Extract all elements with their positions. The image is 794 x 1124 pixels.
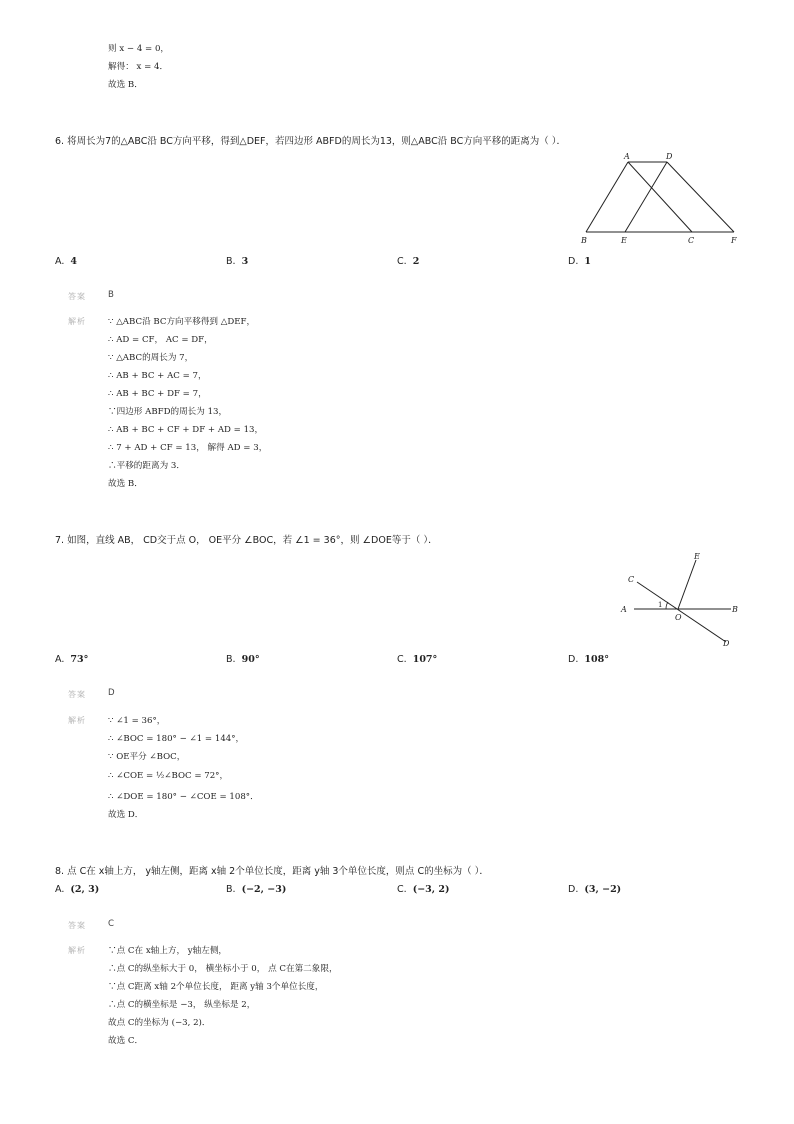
q7-answer-value: D: [108, 688, 115, 698]
option-value: 2: [412, 256, 420, 267]
q6-analysis-line: ∴ AB + BC + AC = 7，: [108, 371, 207, 381]
q6-analysis-line: 故选 B．: [108, 479, 143, 489]
q7-analysis-line: ∵ OE平分 ∠BOC，: [108, 752, 186, 762]
q7-option-b[interactable]: [226, 654, 260, 665]
q7-label-e: E: [694, 552, 700, 561]
q7-label-angle-1: 1: [658, 601, 663, 609]
q6-analysis-line: ∴ AB + BC + CF + DF + AD = 13，: [108, 425, 264, 435]
q7-stem: 7. 如图，直线 AB， CD交于点 O， OE平分 ∠BOC，若 ∠1 = 36°，则 ∠DOE等于（ ）．: [55, 535, 438, 546]
q6-label-b: B: [581, 236, 587, 245]
q6-line-ab: [586, 162, 628, 232]
q6-analysis-line: ∴ 7 + AD + CF = 13， 解得 AD = 3，: [108, 443, 268, 453]
q6-analysis-label: 解析: [68, 317, 86, 326]
option-letter: A.: [55, 884, 65, 895]
q6-analysis-line: ∴ AB + BC + DF = 7，: [108, 389, 207, 399]
q8-analysis-line: ∵点 C距离 x轴 2个单位长度， 距离 y轴 3个单位长度，: [108, 982, 324, 992]
q7-label-o: O: [675, 613, 682, 622]
q8-analysis-line: 故选 C．: [108, 1036, 144, 1046]
option-value: (−3, 2): [412, 884, 450, 895]
q8-stem: 8. 点 C在 x轴上方， y轴左侧，距离 x轴 2个单位长度，距离 y轴 3个单位长度，则点 C的坐标为（ ）．: [55, 866, 489, 877]
q8-analysis-line: ∴点 C的横坐标是 −3， 纵坐标是 2，: [108, 1000, 256, 1010]
q6-analysis-line: ∴平移的距离为 3．: [108, 461, 185, 471]
q6-label-a: A: [624, 152, 630, 161]
option-value: 73°: [70, 654, 89, 665]
option-letter: C.: [397, 256, 407, 267]
option-value: 90°: [241, 654, 260, 665]
q8-option-d[interactable]: [568, 884, 621, 895]
q7-label-c: C: [628, 575, 635, 584]
option-value: (−2, −3): [241, 884, 287, 895]
q7-analysis-line: ∵ ∠1 = 36°，: [108, 716, 166, 726]
option-value: (2, 3): [70, 884, 100, 895]
q7-analysis-line: ∴ ∠BOC = 180° − ∠1 = 144°，: [108, 734, 245, 744]
q6-label-c: C: [688, 236, 695, 245]
q6-analysis-line: ∵四边形 ABFD的周长为 13，: [108, 407, 228, 417]
option-value: 108°: [584, 654, 609, 665]
q8-analysis-label: 解析: [68, 946, 86, 955]
option-letter: D.: [568, 654, 579, 665]
option-letter: A.: [55, 256, 65, 267]
q7-analysis-line: 故选 D．: [108, 810, 144, 820]
q7-analysis-label: 解析: [68, 716, 86, 725]
q7-analysis-line: ∴ ∠DOE = 180° − ∠COE = 108°．: [108, 792, 259, 802]
option-value: 1: [584, 256, 592, 267]
q7-angle-1-arc: [666, 602, 668, 609]
q8-analysis-line: 故点 C的坐标为 (−3, 2)．: [108, 1018, 211, 1028]
q7-option-d[interactable]: [568, 654, 609, 665]
option-letter: B.: [226, 884, 236, 895]
q7-label-a: A: [621, 605, 627, 614]
q7-label-d: D: [723, 639, 730, 648]
q6-option-a[interactable]: [55, 256, 77, 267]
q6-answer-label: 答案: [68, 292, 86, 301]
q7-answer-label: 答案: [68, 690, 86, 699]
q6-label-d: D: [666, 152, 673, 161]
option-value: 107°: [412, 654, 438, 665]
q7-option-c[interactable]: [397, 654, 437, 665]
option-letter: B.: [226, 654, 236, 665]
q6-analysis-line: ∵ △ABC沿 BC方向平移得到 △DEF，: [108, 317, 256, 327]
q8-option-b[interactable]: [226, 884, 286, 895]
option-value: 4: [70, 256, 78, 267]
q6-label-f: F: [731, 236, 737, 245]
q7-option-a[interactable]: [55, 654, 88, 665]
q8-answer-value: C: [108, 919, 115, 929]
option-letter: B.: [226, 256, 236, 267]
q8-analysis-line: ∵点 C在 x轴上方， y轴左侧，: [108, 946, 228, 956]
q8-answer-label: 答案: [68, 921, 86, 930]
q6-line-ac: [628, 162, 692, 232]
q6-option-d[interactable]: [568, 256, 591, 267]
q7-analysis-line: ∴ ∠COE = ½∠BOC = 72°，: [108, 771, 229, 781]
q6-line-df: [667, 162, 734, 232]
prev-solution-line-2: 解得： x = 4．: [108, 62, 169, 72]
option-letter: D.: [568, 256, 579, 267]
q6-analysis-line: ∴ AD = CF， AC = DF，: [108, 335, 213, 345]
prev-solution-line-3: 故选 B．: [108, 80, 143, 90]
q6-figure-translation-diagram: [574, 150, 744, 248]
q6-stem: 6. 将周长为7的△ABC沿 BC方向平移，得到△DEF，若四边形 ABFD的周长为13，则△ABC沿 BC方向平移的距离为（ ）．: [55, 136, 566, 147]
q8-option-c[interactable]: [397, 884, 450, 895]
q7-figure-intersecting-lines: [616, 548, 746, 650]
q7-label-b: B: [732, 605, 738, 614]
option-letter: C.: [397, 884, 407, 895]
q6-option-b[interactable]: [226, 256, 248, 267]
q8-option-a[interactable]: [55, 884, 99, 895]
q8-analysis-line: ∴点 C的纵坐标大于 0， 横坐标小于 0， 点 C在第二象限，: [108, 964, 338, 974]
option-letter: A.: [55, 654, 65, 665]
q7-line-cd: [637, 582, 726, 642]
q6-option-c[interactable]: [397, 256, 419, 267]
option-value: 3: [241, 256, 249, 267]
option-letter: D.: [568, 884, 579, 895]
option-letter: C.: [397, 654, 407, 665]
q6-analysis-line: ∵ △ABC的周长为 7，: [108, 353, 194, 363]
option-value: (3, −2): [584, 884, 622, 895]
q6-line-de: [625, 162, 667, 232]
q6-answer-value: B: [108, 290, 114, 300]
prev-solution-line-1: 则 x − 4 = 0，: [108, 44, 170, 54]
q6-label-e: E: [621, 236, 627, 245]
q7-ray-oe: [678, 560, 696, 609]
